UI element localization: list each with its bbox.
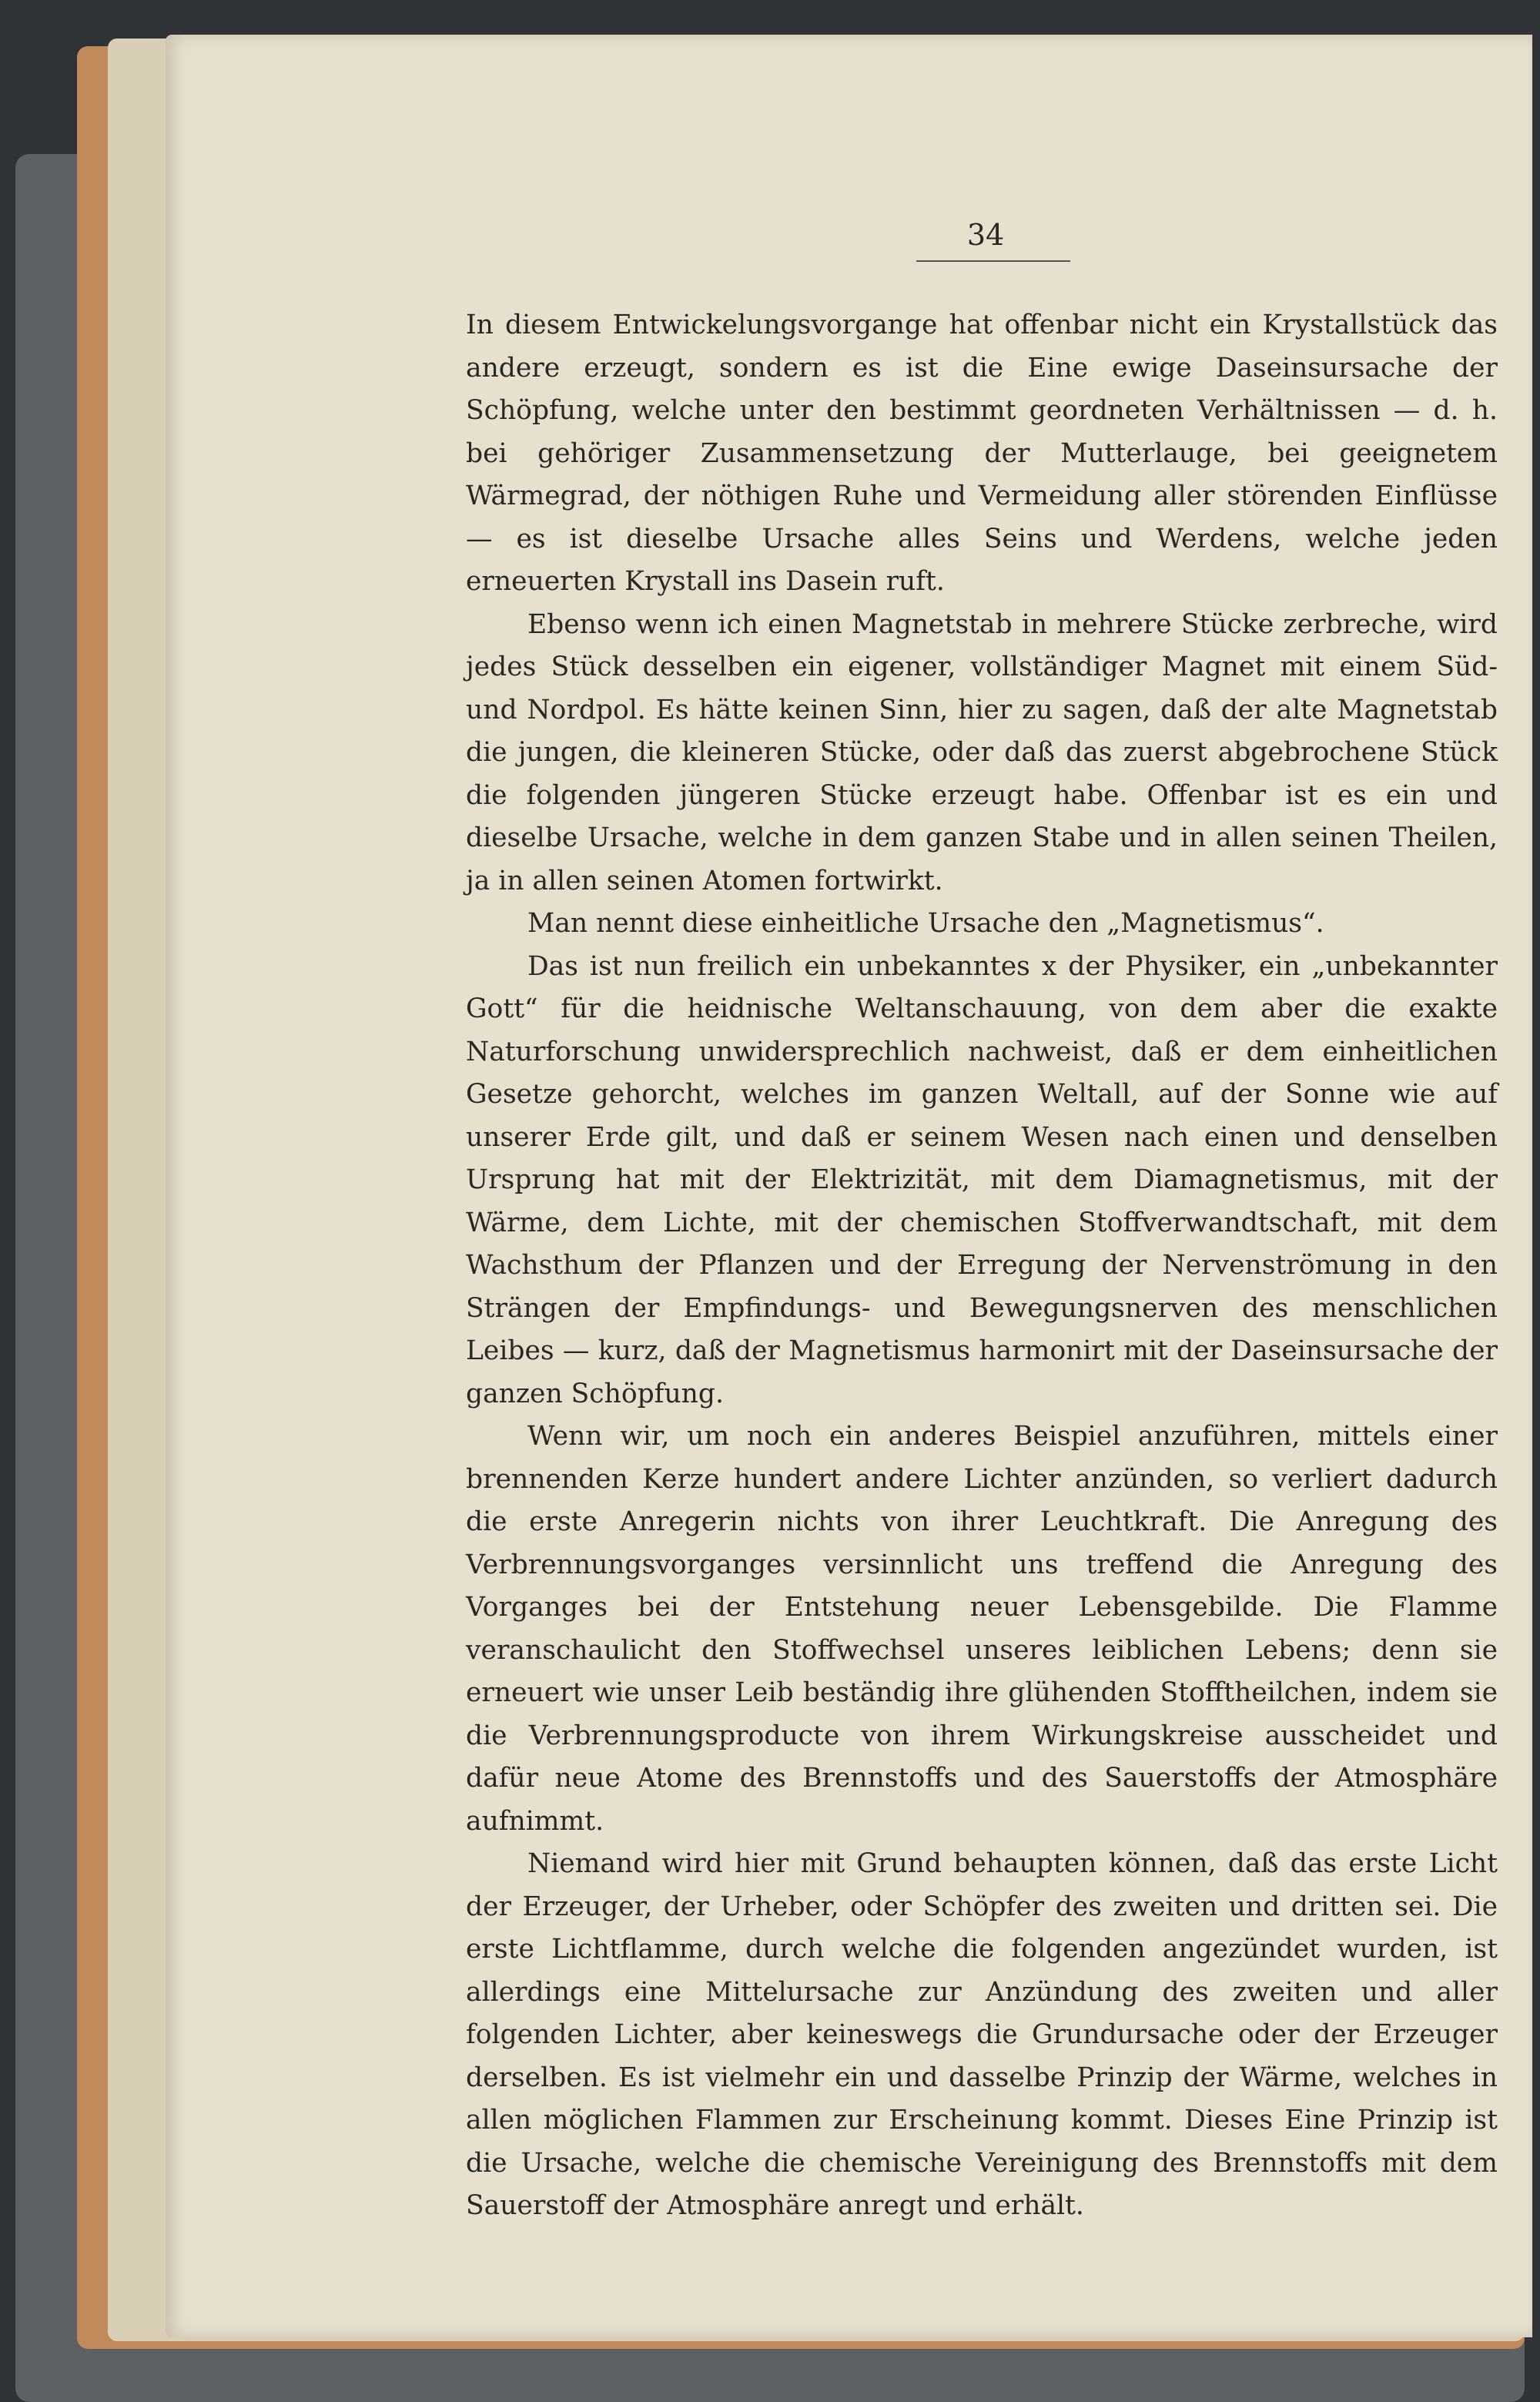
- page-body: [466, 304, 1498, 2228]
- page-number: 34: [966, 218, 1005, 252]
- paragraph-5: Wenn wir, um noch ein anderes Beispiel anzuführen, mittels einer brennenden Kerze hundert andere Lichter anzünden, so verliert dadurch die erste Anregerin nichts von ihrer Leuchtkraft. Die Anregung des Verbrennungsvorganges versinnlicht uns treffend die Anregung des Vorganges bei der Entstehung neuer Lebensgebilde. Die Flamme veranschaulicht den Stoffwechsel unseres leiblichen Lebens; denn sie erneuert wie unser Leib beständig ihre glühenden Stofftheilchen, indem sie die Verbrennungsproducte von ihrem Wirkungskreise ausscheidet und dafür neue Atome des Brennstoffs und des Sauerstoffs der Atmosphäre aufnimmt.: [466, 1421, 1498, 1837]
- paragraph-4: Das ist nun freilich ein unbekanntes x der Physiker, ein „unbekannter Gott“ für die heidnische Weltanschauung, von dem aber die exakte Naturforschung unwidersprechlich nachweist, daß er dem einheitlichen Gesetze gehorcht, welches im ganzen Weltall, auf der Sonne wie auf unserer Erde gilt, und daß er seinem Wesen nach einen und denselben Ursprung hat mit der Elektrizität, mit dem Diamagnetismus, mit der Wärme, dem Lichte, mit der chemischen Stoffverwandtschaft, mit dem Wachsthum der Pflanzen und der Erregung der Nervenströmung in den Strängen der Empfindungs- und Bewegungsnerven des menschlichen Leibes — kurz, daß der Magnetismus harmonirt mit der Daseinsursache der ganzen Schöpfung.: [466, 950, 1498, 1409]
- paragraph-2: Ebenso wenn ich einen Magnetstab in mehrere Stücke zerbreche, wird jedes Stück desselben ein eigener, vollständiger Magnet mit einem Süd- und Nordpol. Es hätte keinen Sinn, hier zu sagen, daß der alte Magnetstab die jungen, die kleineren Stücke, oder daß das zuerst abgebrochene Stück die folgenden jüngeren Stücke erzeugt habe. Offenbar ist es ein und dieselbe Ursache, welche in dem ganzen Stabe und in allen seinen Theilen, ja in allen seinen Atomen fortwirkt.: [466, 608, 1498, 896]
- paragraph-6: Niemand wird hier mit Grund behaupten können, daß das erste Licht der Erzeuger, der Urheber, oder Schöpfer des zweiten und dritten sei. Die erste Lichtflamme, durch welche die folgenden angezündet wurden, ist allerdings eine Mittelursache zur Anzündung des zweiten und aller folgenden Lichter, aber keineswegs die Grundursache oder der Erzeuger derselben. Es ist vielmehr ein und dasselbe Prinzip der Wärme, welches in allen möglichen Flammen zur Erscheinung kommt. Dieses Eine Prinzip ist die Ursache, welche die chemische Vereinigung des Brennstoffs mit dem Sauerstoff der Atmosphäre anregt und erhält.: [466, 1848, 1498, 2221]
- header-rule: [916, 260, 1070, 262]
- paragraph-1: In diesem Entwickelungsvorgange hat offenbar nicht ein Krystallstück das andere erzeugt, sondern es ist die Eine ewige Daseinsursache der Schöpfung, welche unter den bestimmt geordneten Verhältnissen — d. h. bei gehöriger Zusammensetzung der Mutterlauge, bei geeignetem Wärmegrad, der nöthigen Ruhe und Vermeidung aller störenden Einflüsse — es ist dieselbe Ursache alles Seins und Werdens, welche jeden erneuerten Krystall ins Dasein ruft.: [466, 310, 1498, 597]
- paragraph-3: Man nennt diese einheitliche Ursache den „Magnetismus“.: [527, 908, 1324, 939]
